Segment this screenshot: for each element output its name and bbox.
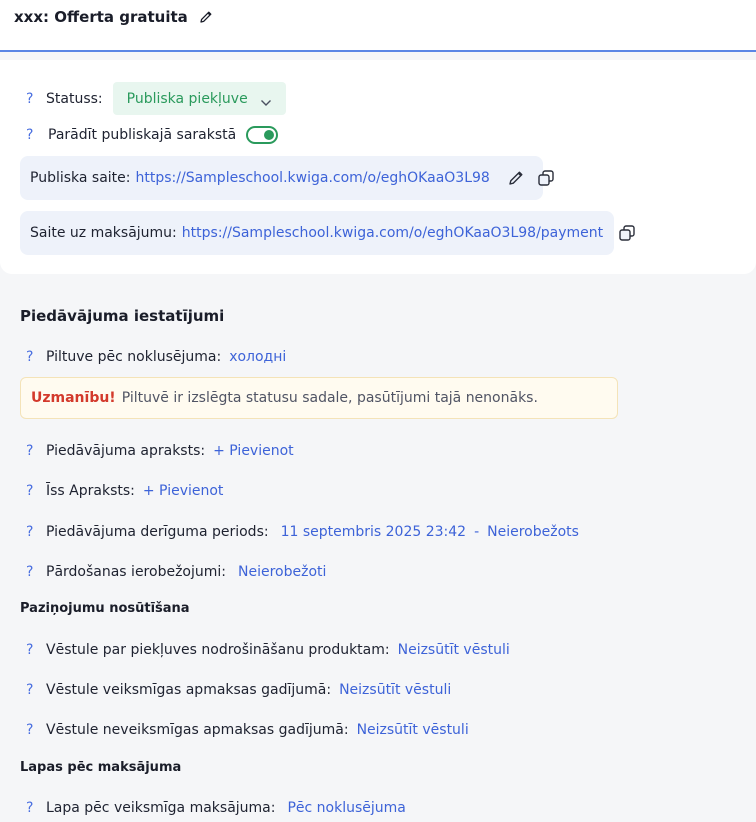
sales-limits-value[interactable]: Neierobežoti <box>238 564 327 580</box>
sales-limits-row <box>26 562 326 582</box>
success-page-value[interactable]: Pēc noklusējuma <box>287 800 406 816</box>
help-icon[interactable]: ? <box>26 443 34 459</box>
warning-title: Uzmanību! <box>31 390 116 406</box>
notification-label: Vēstule neveiksmīgas apmaksas gadījumā: <box>46 722 349 738</box>
status-value: Publiska piekļuve <box>126 90 248 107</box>
payment-link-box <box>20 211 614 255</box>
help-icon[interactable]: ? <box>26 682 34 698</box>
funnel-row <box>26 347 286 367</box>
notifications-title: Paziņojumu nosūtīšana <box>20 601 190 616</box>
public-link-label: Publiska saite: <box>30 170 131 186</box>
copy-icon[interactable] <box>617 223 637 243</box>
header-bar <box>0 0 756 52</box>
offer-settings-title: Piedāvājuma iestatījumi <box>20 307 225 325</box>
validity-end[interactable]: Neierobežots <box>487 524 579 540</box>
chevron-down-icon <box>260 95 272 103</box>
notification-row <box>26 680 451 700</box>
payment-link-label: Saite uz maksājumu: <box>30 225 177 241</box>
short-description-label: Īss Apraksts: <box>46 483 135 499</box>
warning-alert <box>20 377 618 419</box>
notification-row <box>26 720 469 740</box>
sales-limits-label: Pārdošanas ierobežojumi: <box>46 564 226 580</box>
funnel-value[interactable]: холодні <box>229 349 287 365</box>
public-link-box <box>20 156 543 200</box>
page-title: xxx: Offerta gratuita <box>14 8 188 26</box>
status-row <box>26 82 286 115</box>
status-dropdown[interactable] <box>113 82 286 115</box>
toggle-knob <box>264 130 274 140</box>
warning-text: Piltuvē ir izslēgta statusu sadale, pasūtījumi tajā nenonāks. <box>121 390 538 406</box>
payment-link-url[interactable]: https://Sampleschool.kwiga.com/o/eghOKaaO3L98/payment <box>181 225 604 241</box>
short-description-row <box>26 481 223 501</box>
notification-value[interactable]: Neizsūtīt vēstuli <box>339 682 452 698</box>
funnel-label: Piltuve pēc noklusējuma: <box>46 349 222 365</box>
help-icon[interactable]: ? <box>26 564 34 580</box>
help-icon[interactable]: ? <box>26 127 34 143</box>
public-list-label: Parādīt publiskajā sarakstā <box>48 127 237 143</box>
validity-row <box>26 522 579 542</box>
pencil-icon[interactable] <box>198 9 214 25</box>
help-icon[interactable]: ? <box>26 642 34 658</box>
notification-value[interactable]: Neizsūtīt vēstuli <box>356 722 469 738</box>
public-list-toggle[interactable] <box>246 126 278 144</box>
public-list-row <box>26 125 278 145</box>
notification-label: Vēstule par piekļuves nodrošināšanu produktam: <box>46 642 390 658</box>
notification-value[interactable]: Neizsūtīt vēstuli <box>397 642 510 658</box>
public-link-url[interactable]: https://Sampleschool.kwiga.com/o/eghOKaaO3L98 <box>135 170 490 186</box>
help-icon[interactable]: ? <box>26 90 34 107</box>
copy-icon[interactable] <box>536 168 556 188</box>
validity-separator: - <box>474 524 480 540</box>
pencil-icon[interactable] <box>506 168 526 188</box>
notification-label: Vēstule veiksmīgas apmaksas gadījumā: <box>46 682 332 698</box>
validity-label: Piedāvājuma derīguma periods: <box>46 524 269 540</box>
description-row <box>26 441 294 461</box>
success-page-label: Lapa pēc veiksmīga maksājuma: <box>46 800 276 816</box>
description-label: Piedāvājuma apraksts: <box>46 443 206 459</box>
add-short-description-button[interactable]: + Pievienot <box>142 483 224 499</box>
after-payment-title: Lapas pēc maksājuma <box>20 760 182 775</box>
title-row <box>14 8 214 26</box>
validity-start[interactable]: 11 septembris 2025 23:42 <box>280 524 467 540</box>
help-icon[interactable]: ? <box>26 349 34 365</box>
help-icon[interactable]: ? <box>26 483 34 499</box>
success-page-row <box>26 798 406 818</box>
add-description-button[interactable]: + Pievienot <box>213 443 294 459</box>
help-icon[interactable]: ? <box>26 800 34 816</box>
help-icon[interactable]: ? <box>26 524 34 540</box>
notification-row <box>26 640 510 660</box>
status-label: Statuss: <box>46 90 103 107</box>
help-icon[interactable]: ? <box>26 722 34 738</box>
